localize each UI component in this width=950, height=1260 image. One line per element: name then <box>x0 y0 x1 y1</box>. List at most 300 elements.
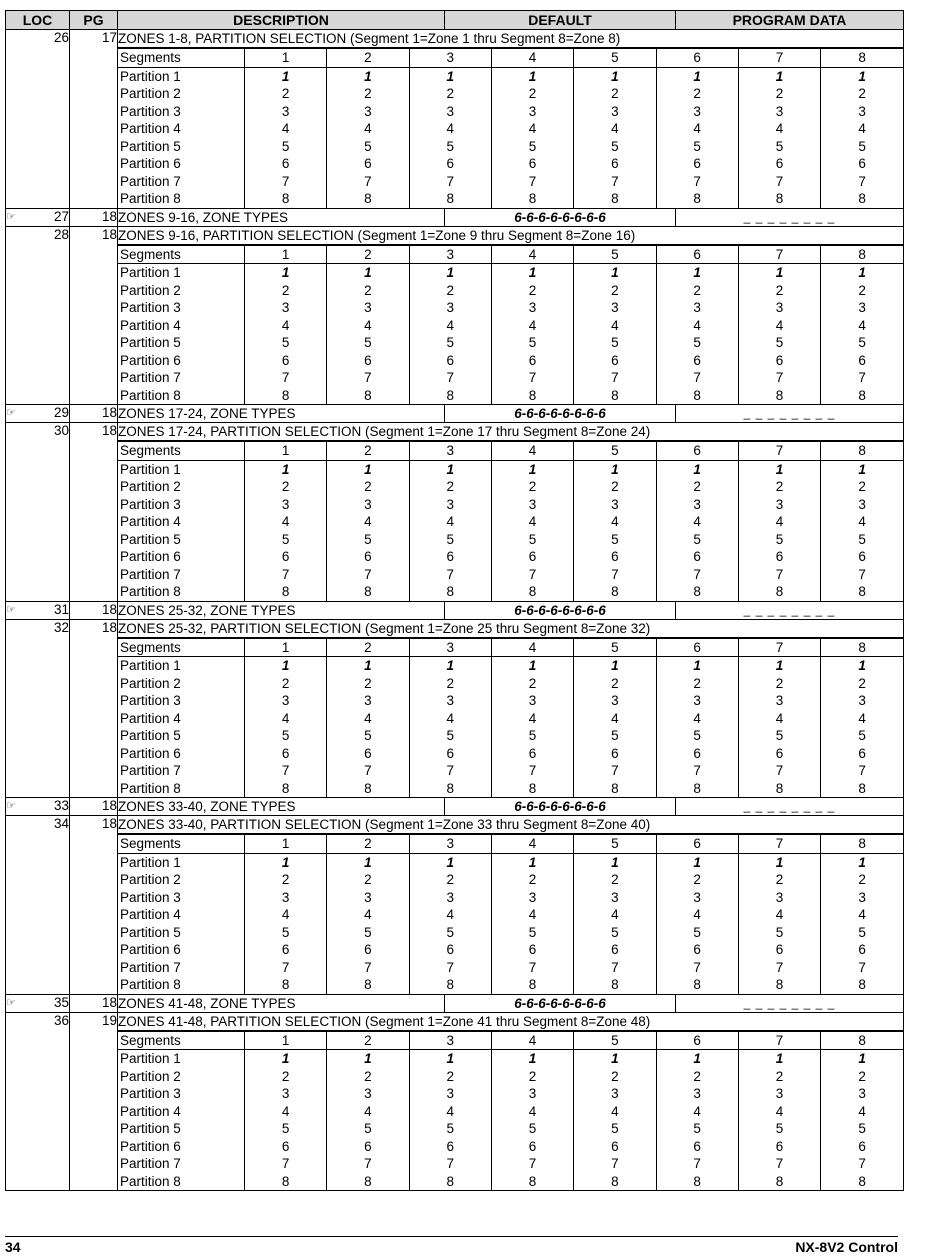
partition-value[interactable]: 4 <box>409 317 491 335</box>
partition-value[interactable]: 2 <box>738 282 820 300</box>
partition-value[interactable]: 5 <box>738 334 820 352</box>
partition-value[interactable]: 1 <box>244 657 326 675</box>
program-data-blank[interactable]: _ _ _ _ _ _ _ _ <box>676 601 904 619</box>
partition-value[interactable]: 1 <box>738 657 820 675</box>
partition-value[interactable]: 4 <box>574 710 656 728</box>
partition-value[interactable]: 5 <box>327 924 409 942</box>
partition-value[interactable]: 6 <box>327 941 409 959</box>
partition-value[interactable]: 7 <box>738 1155 820 1173</box>
partition-value[interactable]: 6 <box>327 548 409 566</box>
partition-value[interactable]: 6 <box>656 352 738 370</box>
partition-value[interactable]: 3 <box>327 299 409 317</box>
partition-value[interactable]: 4 <box>656 513 738 531</box>
partition-value[interactable]: 8 <box>656 780 738 798</box>
partition-value[interactable]: 1 <box>409 264 491 282</box>
partition-value[interactable]: 1 <box>574 1050 656 1068</box>
partition-value[interactable]: 5 <box>574 138 656 156</box>
partition-value[interactable]: 2 <box>821 282 903 300</box>
partition-value[interactable]: 6 <box>409 745 491 763</box>
partition-value[interactable]: 5 <box>821 138 903 156</box>
partition-value[interactable]: 1 <box>244 1050 326 1068</box>
partition-value[interactable]: 4 <box>491 906 573 924</box>
partition-value[interactable]: 5 <box>821 531 903 549</box>
partition-value[interactable]: 7 <box>491 369 573 387</box>
partition-value[interactable]: 5 <box>656 1120 738 1138</box>
partition-value[interactable]: 1 <box>491 67 573 85</box>
partition-value[interactable]: 8 <box>738 387 820 405</box>
partition-value[interactable]: 2 <box>656 675 738 693</box>
partition-value[interactable]: 6 <box>409 155 491 173</box>
partition-value[interactable]: 1 <box>738 67 820 85</box>
partition-value[interactable]: 6 <box>244 941 326 959</box>
partition-value[interactable]: 6 <box>738 548 820 566</box>
partition-value[interactable]: 2 <box>409 478 491 496</box>
partition-value[interactable]: 5 <box>409 924 491 942</box>
partition-value[interactable]: 4 <box>574 906 656 924</box>
partition-value[interactable]: 3 <box>656 496 738 514</box>
partition-value[interactable]: 3 <box>327 103 409 121</box>
partition-value[interactable]: 8 <box>656 1173 738 1191</box>
partition-value[interactable]: 8 <box>244 780 326 798</box>
partition-value[interactable]: 7 <box>574 369 656 387</box>
partition-value[interactable]: 4 <box>244 120 326 138</box>
partition-value[interactable]: 3 <box>244 692 326 710</box>
partition-value[interactable]: 7 <box>574 566 656 584</box>
partition-value[interactable]: 6 <box>409 941 491 959</box>
partition-value[interactable]: 4 <box>491 1103 573 1121</box>
partition-value[interactable]: 4 <box>656 120 738 138</box>
partition-value[interactable]: 3 <box>738 496 820 514</box>
partition-value[interactable]: 1 <box>409 1050 491 1068</box>
partition-value[interactable]: 7 <box>327 762 409 780</box>
partition-value[interactable]: 4 <box>327 1103 409 1121</box>
partition-value[interactable]: 4 <box>409 1103 491 1121</box>
partition-value[interactable]: 7 <box>821 959 903 977</box>
partition-value[interactable]: 8 <box>327 583 409 601</box>
partition-value[interactable]: 7 <box>491 173 573 191</box>
partition-value[interactable]: 2 <box>821 478 903 496</box>
partition-value[interactable]: 7 <box>327 566 409 584</box>
partition-value[interactable]: 8 <box>409 387 491 405</box>
partition-value[interactable]: 4 <box>244 513 326 531</box>
partition-value[interactable]: 3 <box>244 496 326 514</box>
partition-value[interactable]: 7 <box>656 762 738 780</box>
partition-value[interactable]: 2 <box>327 871 409 889</box>
partition-value[interactable]: 3 <box>491 889 573 907</box>
partition-value[interactable]: 6 <box>574 941 656 959</box>
partition-value[interactable]: 6 <box>574 1138 656 1156</box>
partition-value[interactable]: 6 <box>491 155 573 173</box>
partition-value[interactable]: 7 <box>491 762 573 780</box>
partition-value[interactable]: 8 <box>656 387 738 405</box>
partition-value[interactable]: 2 <box>491 871 573 889</box>
partition-value[interactable]: 2 <box>244 675 326 693</box>
partition-value[interactable]: 7 <box>574 762 656 780</box>
partition-value[interactable]: 8 <box>244 976 326 994</box>
partition-value[interactable]: 4 <box>738 120 820 138</box>
partition-value[interactable]: 4 <box>656 906 738 924</box>
partition-value[interactable]: 3 <box>327 889 409 907</box>
partition-value[interactable]: 4 <box>409 120 491 138</box>
partition-value[interactable]: 2 <box>327 478 409 496</box>
partition-value[interactable]: 4 <box>491 317 573 335</box>
partition-value[interactable]: 3 <box>244 1085 326 1103</box>
partition-value[interactable]: 5 <box>821 727 903 745</box>
partition-value[interactable]: 3 <box>656 299 738 317</box>
partition-value[interactable]: 1 <box>491 1050 573 1068</box>
partition-value[interactable]: 1 <box>327 1050 409 1068</box>
partition-value[interactable]: 7 <box>409 173 491 191</box>
partition-value[interactable]: 1 <box>244 67 326 85</box>
partition-value[interactable]: 5 <box>656 334 738 352</box>
partition-value[interactable]: 4 <box>409 513 491 531</box>
partition-value[interactable]: 5 <box>656 138 738 156</box>
partition-value[interactable]: 6 <box>409 1138 491 1156</box>
partition-value[interactable]: 4 <box>491 710 573 728</box>
partition-value[interactable]: 4 <box>327 120 409 138</box>
partition-value[interactable]: 4 <box>574 317 656 335</box>
program-data-blank[interactable]: _ _ _ _ _ _ _ _ <box>676 994 904 1012</box>
partition-value[interactable]: 1 <box>656 657 738 675</box>
partition-value[interactable]: 3 <box>821 692 903 710</box>
partition-value[interactable]: 1 <box>327 657 409 675</box>
partition-value[interactable]: 8 <box>656 583 738 601</box>
partition-value[interactable]: 5 <box>409 1120 491 1138</box>
partition-value[interactable]: 6 <box>574 548 656 566</box>
partition-value[interactable]: 6 <box>656 1138 738 1156</box>
partition-value[interactable]: 1 <box>409 460 491 478</box>
partition-value[interactable]: 1 <box>738 264 820 282</box>
partition-value[interactable]: 2 <box>327 282 409 300</box>
partition-value[interactable]: 5 <box>574 334 656 352</box>
partition-value[interactable]: 5 <box>821 334 903 352</box>
partition-value[interactable]: 2 <box>574 871 656 889</box>
partition-value[interactable]: 5 <box>409 727 491 745</box>
partition-value[interactable]: 2 <box>491 1068 573 1086</box>
partition-value[interactable]: 4 <box>821 710 903 728</box>
partition-value[interactable]: 1 <box>491 853 573 871</box>
partition-value[interactable]: 8 <box>821 780 903 798</box>
partition-value[interactable]: 2 <box>409 675 491 693</box>
partition-value[interactable]: 1 <box>327 853 409 871</box>
partition-value[interactable]: 5 <box>574 924 656 942</box>
partition-value[interactable]: 1 <box>738 853 820 871</box>
partition-value[interactable]: 1 <box>574 67 656 85</box>
partition-value[interactable]: 4 <box>244 1103 326 1121</box>
partition-value[interactable]: 3 <box>327 692 409 710</box>
partition-value[interactable]: 5 <box>821 924 903 942</box>
partition-value[interactable]: 1 <box>244 460 326 478</box>
partition-value[interactable]: 1 <box>656 1050 738 1068</box>
partition-value[interactable]: 4 <box>327 906 409 924</box>
partition-value[interactable]: 6 <box>491 548 573 566</box>
partition-value[interactable]: 4 <box>821 317 903 335</box>
partition-value[interactable]: 2 <box>574 85 656 103</box>
partition-value[interactable]: 3 <box>409 1085 491 1103</box>
partition-value[interactable]: 8 <box>491 583 573 601</box>
partition-value[interactable]: 3 <box>574 889 656 907</box>
partition-value[interactable]: 5 <box>409 138 491 156</box>
partition-value[interactable]: 5 <box>738 531 820 549</box>
partition-value[interactable]: 1 <box>821 657 903 675</box>
partition-value[interactable]: 7 <box>738 173 820 191</box>
partition-value[interactable]: 1 <box>821 460 903 478</box>
partition-value[interactable]: 3 <box>409 103 491 121</box>
partition-value[interactable]: 8 <box>491 190 573 208</box>
partition-value[interactable]: 7 <box>244 762 326 780</box>
partition-value[interactable]: 4 <box>656 317 738 335</box>
partition-value[interactable]: 7 <box>491 566 573 584</box>
partition-value[interactable]: 7 <box>656 369 738 387</box>
partition-value[interactable]: 1 <box>327 67 409 85</box>
partition-value[interactable]: 2 <box>409 871 491 889</box>
partition-value[interactable]: 5 <box>244 924 326 942</box>
partition-value[interactable]: 7 <box>656 959 738 977</box>
partition-value[interactable]: 2 <box>327 1068 409 1086</box>
partition-value[interactable]: 2 <box>738 478 820 496</box>
partition-value[interactable]: 7 <box>821 566 903 584</box>
partition-value[interactable]: 5 <box>738 138 820 156</box>
partition-value[interactable]: 1 <box>574 264 656 282</box>
partition-value[interactable]: 3 <box>327 1085 409 1103</box>
partition-value[interactable]: 3 <box>656 692 738 710</box>
partition-value[interactable]: 3 <box>738 103 820 121</box>
partition-value[interactable]: 1 <box>244 853 326 871</box>
partition-value[interactable]: 7 <box>244 1155 326 1173</box>
partition-value[interactable]: 1 <box>656 67 738 85</box>
partition-value[interactable]: 4 <box>821 906 903 924</box>
partition-value[interactable]: 6 <box>656 745 738 763</box>
partition-value[interactable]: 8 <box>244 190 326 208</box>
partition-value[interactable]: 6 <box>738 941 820 959</box>
partition-value[interactable]: 7 <box>821 369 903 387</box>
partition-value[interactable]: 3 <box>491 103 573 121</box>
partition-value[interactable]: 1 <box>491 460 573 478</box>
partition-value[interactable]: 7 <box>656 173 738 191</box>
partition-value[interactable]: 4 <box>327 710 409 728</box>
partition-value[interactable]: 5 <box>327 727 409 745</box>
partition-value[interactable]: 3 <box>821 889 903 907</box>
partition-value[interactable]: 2 <box>409 1068 491 1086</box>
partition-value[interactable]: 8 <box>327 1173 409 1191</box>
partition-value[interactable]: 2 <box>656 85 738 103</box>
partition-value[interactable]: 8 <box>821 190 903 208</box>
partition-value[interactable]: 4 <box>574 120 656 138</box>
partition-value[interactable]: 8 <box>738 1173 820 1191</box>
partition-value[interactable]: 4 <box>244 317 326 335</box>
partition-value[interactable]: 1 <box>738 460 820 478</box>
partition-value[interactable]: 7 <box>656 1155 738 1173</box>
partition-value[interactable]: 7 <box>821 762 903 780</box>
partition-value[interactable]: 5 <box>327 334 409 352</box>
partition-value[interactable]: 6 <box>656 548 738 566</box>
partition-value[interactable]: 1 <box>656 264 738 282</box>
partition-value[interactable]: 6 <box>244 745 326 763</box>
partition-value[interactable]: 8 <box>409 780 491 798</box>
partition-value[interactable]: 4 <box>738 317 820 335</box>
partition-value[interactable]: 6 <box>738 155 820 173</box>
partition-value[interactable]: 3 <box>491 299 573 317</box>
partition-value[interactable]: 8 <box>491 1173 573 1191</box>
partition-value[interactable]: 8 <box>821 583 903 601</box>
partition-value[interactable]: 4 <box>327 317 409 335</box>
partition-value[interactable]: 6 <box>327 352 409 370</box>
partition-value[interactable]: 4 <box>244 710 326 728</box>
partition-value[interactable]: 2 <box>821 871 903 889</box>
partition-value[interactable]: 6 <box>574 745 656 763</box>
partition-value[interactable]: 4 <box>656 710 738 728</box>
partition-value[interactable]: 2 <box>738 1068 820 1086</box>
partition-value[interactable]: 1 <box>491 657 573 675</box>
partition-value[interactable]: 5 <box>574 531 656 549</box>
partition-value[interactable]: 8 <box>821 387 903 405</box>
partition-value[interactable]: 7 <box>574 959 656 977</box>
partition-value[interactable]: 2 <box>656 282 738 300</box>
partition-value[interactable]: 1 <box>327 264 409 282</box>
partition-value[interactable]: 2 <box>738 85 820 103</box>
partition-value[interactable]: 8 <box>656 190 738 208</box>
partition-value[interactable]: 1 <box>409 853 491 871</box>
partition-value[interactable]: 3 <box>244 889 326 907</box>
partition-value[interactable]: 7 <box>327 959 409 977</box>
partition-value[interactable]: 5 <box>244 531 326 549</box>
partition-value[interactable]: 6 <box>327 155 409 173</box>
partition-value[interactable]: 6 <box>491 1138 573 1156</box>
partition-value[interactable]: 8 <box>491 387 573 405</box>
partition-value[interactable]: 6 <box>821 745 903 763</box>
partition-value[interactable]: 8 <box>327 190 409 208</box>
partition-value[interactable]: 7 <box>738 566 820 584</box>
partition-value[interactable]: 6 <box>738 1138 820 1156</box>
partition-value[interactable]: 3 <box>821 299 903 317</box>
partition-value[interactable]: 2 <box>491 85 573 103</box>
partition-value[interactable]: 5 <box>491 1120 573 1138</box>
partition-value[interactable]: 6 <box>491 352 573 370</box>
partition-value[interactable]: 5 <box>738 727 820 745</box>
partition-value[interactable]: 4 <box>738 513 820 531</box>
partition-value[interactable]: 2 <box>491 675 573 693</box>
partition-value[interactable]: 3 <box>656 889 738 907</box>
partition-value[interactable]: 2 <box>244 282 326 300</box>
partition-value[interactable]: 2 <box>821 675 903 693</box>
partition-value[interactable]: 2 <box>574 282 656 300</box>
partition-value[interactable]: 6 <box>574 352 656 370</box>
partition-value[interactable]: 3 <box>738 1085 820 1103</box>
partition-value[interactable]: 2 <box>656 478 738 496</box>
partition-value[interactable]: 5 <box>821 1120 903 1138</box>
partition-value[interactable]: 4 <box>491 513 573 531</box>
partition-value[interactable]: 3 <box>491 496 573 514</box>
partition-value[interactable]: 2 <box>821 1068 903 1086</box>
partition-value[interactable]: 1 <box>821 264 903 282</box>
partition-value[interactable]: 7 <box>409 566 491 584</box>
partition-value[interactable]: 6 <box>656 941 738 959</box>
partition-value[interactable]: 5 <box>491 924 573 942</box>
partition-value[interactable]: 7 <box>656 566 738 584</box>
partition-value[interactable]: 6 <box>821 941 903 959</box>
partition-value[interactable]: 6 <box>738 745 820 763</box>
partition-value[interactable]: 6 <box>574 155 656 173</box>
partition-value[interactable]: 4 <box>574 513 656 531</box>
partition-value[interactable]: 4 <box>821 513 903 531</box>
partition-value[interactable]: 2 <box>327 85 409 103</box>
partition-value[interactable]: 1 <box>821 67 903 85</box>
partition-value[interactable]: 6 <box>409 352 491 370</box>
partition-value[interactable]: 5 <box>244 727 326 745</box>
partition-value[interactable]: 2 <box>409 282 491 300</box>
partition-value[interactable]: 3 <box>738 692 820 710</box>
partition-value[interactable]: 3 <box>409 299 491 317</box>
partition-value[interactable]: 4 <box>738 1103 820 1121</box>
partition-value[interactable]: 8 <box>491 780 573 798</box>
partition-value[interactable]: 5 <box>738 1120 820 1138</box>
partition-value[interactable]: 2 <box>244 85 326 103</box>
partition-value[interactable]: 3 <box>244 103 326 121</box>
partition-value[interactable]: 8 <box>327 780 409 798</box>
partition-value[interactable]: 7 <box>738 762 820 780</box>
program-data-blank[interactable]: _ _ _ _ _ _ _ _ <box>676 405 904 423</box>
partition-value[interactable]: 6 <box>821 548 903 566</box>
partition-value[interactable]: 6 <box>244 548 326 566</box>
partition-value[interactable]: 1 <box>656 460 738 478</box>
partition-value[interactable]: 7 <box>327 173 409 191</box>
program-data-blank[interactable]: _ _ _ _ _ _ _ _ <box>676 208 904 226</box>
partition-value[interactable]: 4 <box>738 906 820 924</box>
partition-value[interactable]: 3 <box>821 1085 903 1103</box>
partition-value[interactable]: 4 <box>738 710 820 728</box>
partition-value[interactable]: 5 <box>327 531 409 549</box>
partition-value[interactable]: 5 <box>327 1120 409 1138</box>
partition-value[interactable]: 4 <box>409 906 491 924</box>
partition-value[interactable]: 2 <box>656 1068 738 1086</box>
partition-value[interactable]: 7 <box>244 173 326 191</box>
partition-value[interactable]: 1 <box>821 853 903 871</box>
program-data-blank[interactable]: _ _ _ _ _ _ _ _ <box>676 798 904 816</box>
partition-value[interactable]: 5 <box>409 334 491 352</box>
partition-value[interactable]: 3 <box>574 103 656 121</box>
partition-value[interactable]: 5 <box>491 727 573 745</box>
partition-value[interactable]: 6 <box>491 745 573 763</box>
partition-value[interactable]: 8 <box>327 976 409 994</box>
partition-value[interactable]: 7 <box>327 369 409 387</box>
partition-value[interactable]: 5 <box>574 1120 656 1138</box>
partition-value[interactable]: 4 <box>821 120 903 138</box>
partition-value[interactable]: 8 <box>244 1173 326 1191</box>
partition-value[interactable]: 5 <box>491 334 573 352</box>
partition-value[interactable]: 3 <box>821 496 903 514</box>
partition-value[interactable]: 6 <box>656 155 738 173</box>
partition-value[interactable]: 7 <box>491 959 573 977</box>
partition-value[interactable]: 8 <box>409 583 491 601</box>
partition-value[interactable]: 2 <box>491 478 573 496</box>
partition-value[interactable]: 8 <box>738 583 820 601</box>
partition-value[interactable]: 2 <box>574 478 656 496</box>
partition-value[interactable]: 8 <box>327 387 409 405</box>
partition-value[interactable]: 8 <box>574 976 656 994</box>
partition-value[interactable]: 8 <box>738 976 820 994</box>
partition-value[interactable]: 1 <box>409 657 491 675</box>
partition-value[interactable]: 3 <box>821 103 903 121</box>
partition-value[interactable]: 5 <box>574 727 656 745</box>
partition-value[interactable]: 6 <box>244 155 326 173</box>
partition-value[interactable]: 8 <box>409 976 491 994</box>
partition-value[interactable]: 6 <box>821 155 903 173</box>
partition-value[interactable]: 8 <box>491 976 573 994</box>
partition-value[interactable]: 3 <box>656 103 738 121</box>
partition-value[interactable]: 1 <box>491 264 573 282</box>
partition-value[interactable]: 2 <box>738 871 820 889</box>
partition-value[interactable]: 5 <box>244 1120 326 1138</box>
